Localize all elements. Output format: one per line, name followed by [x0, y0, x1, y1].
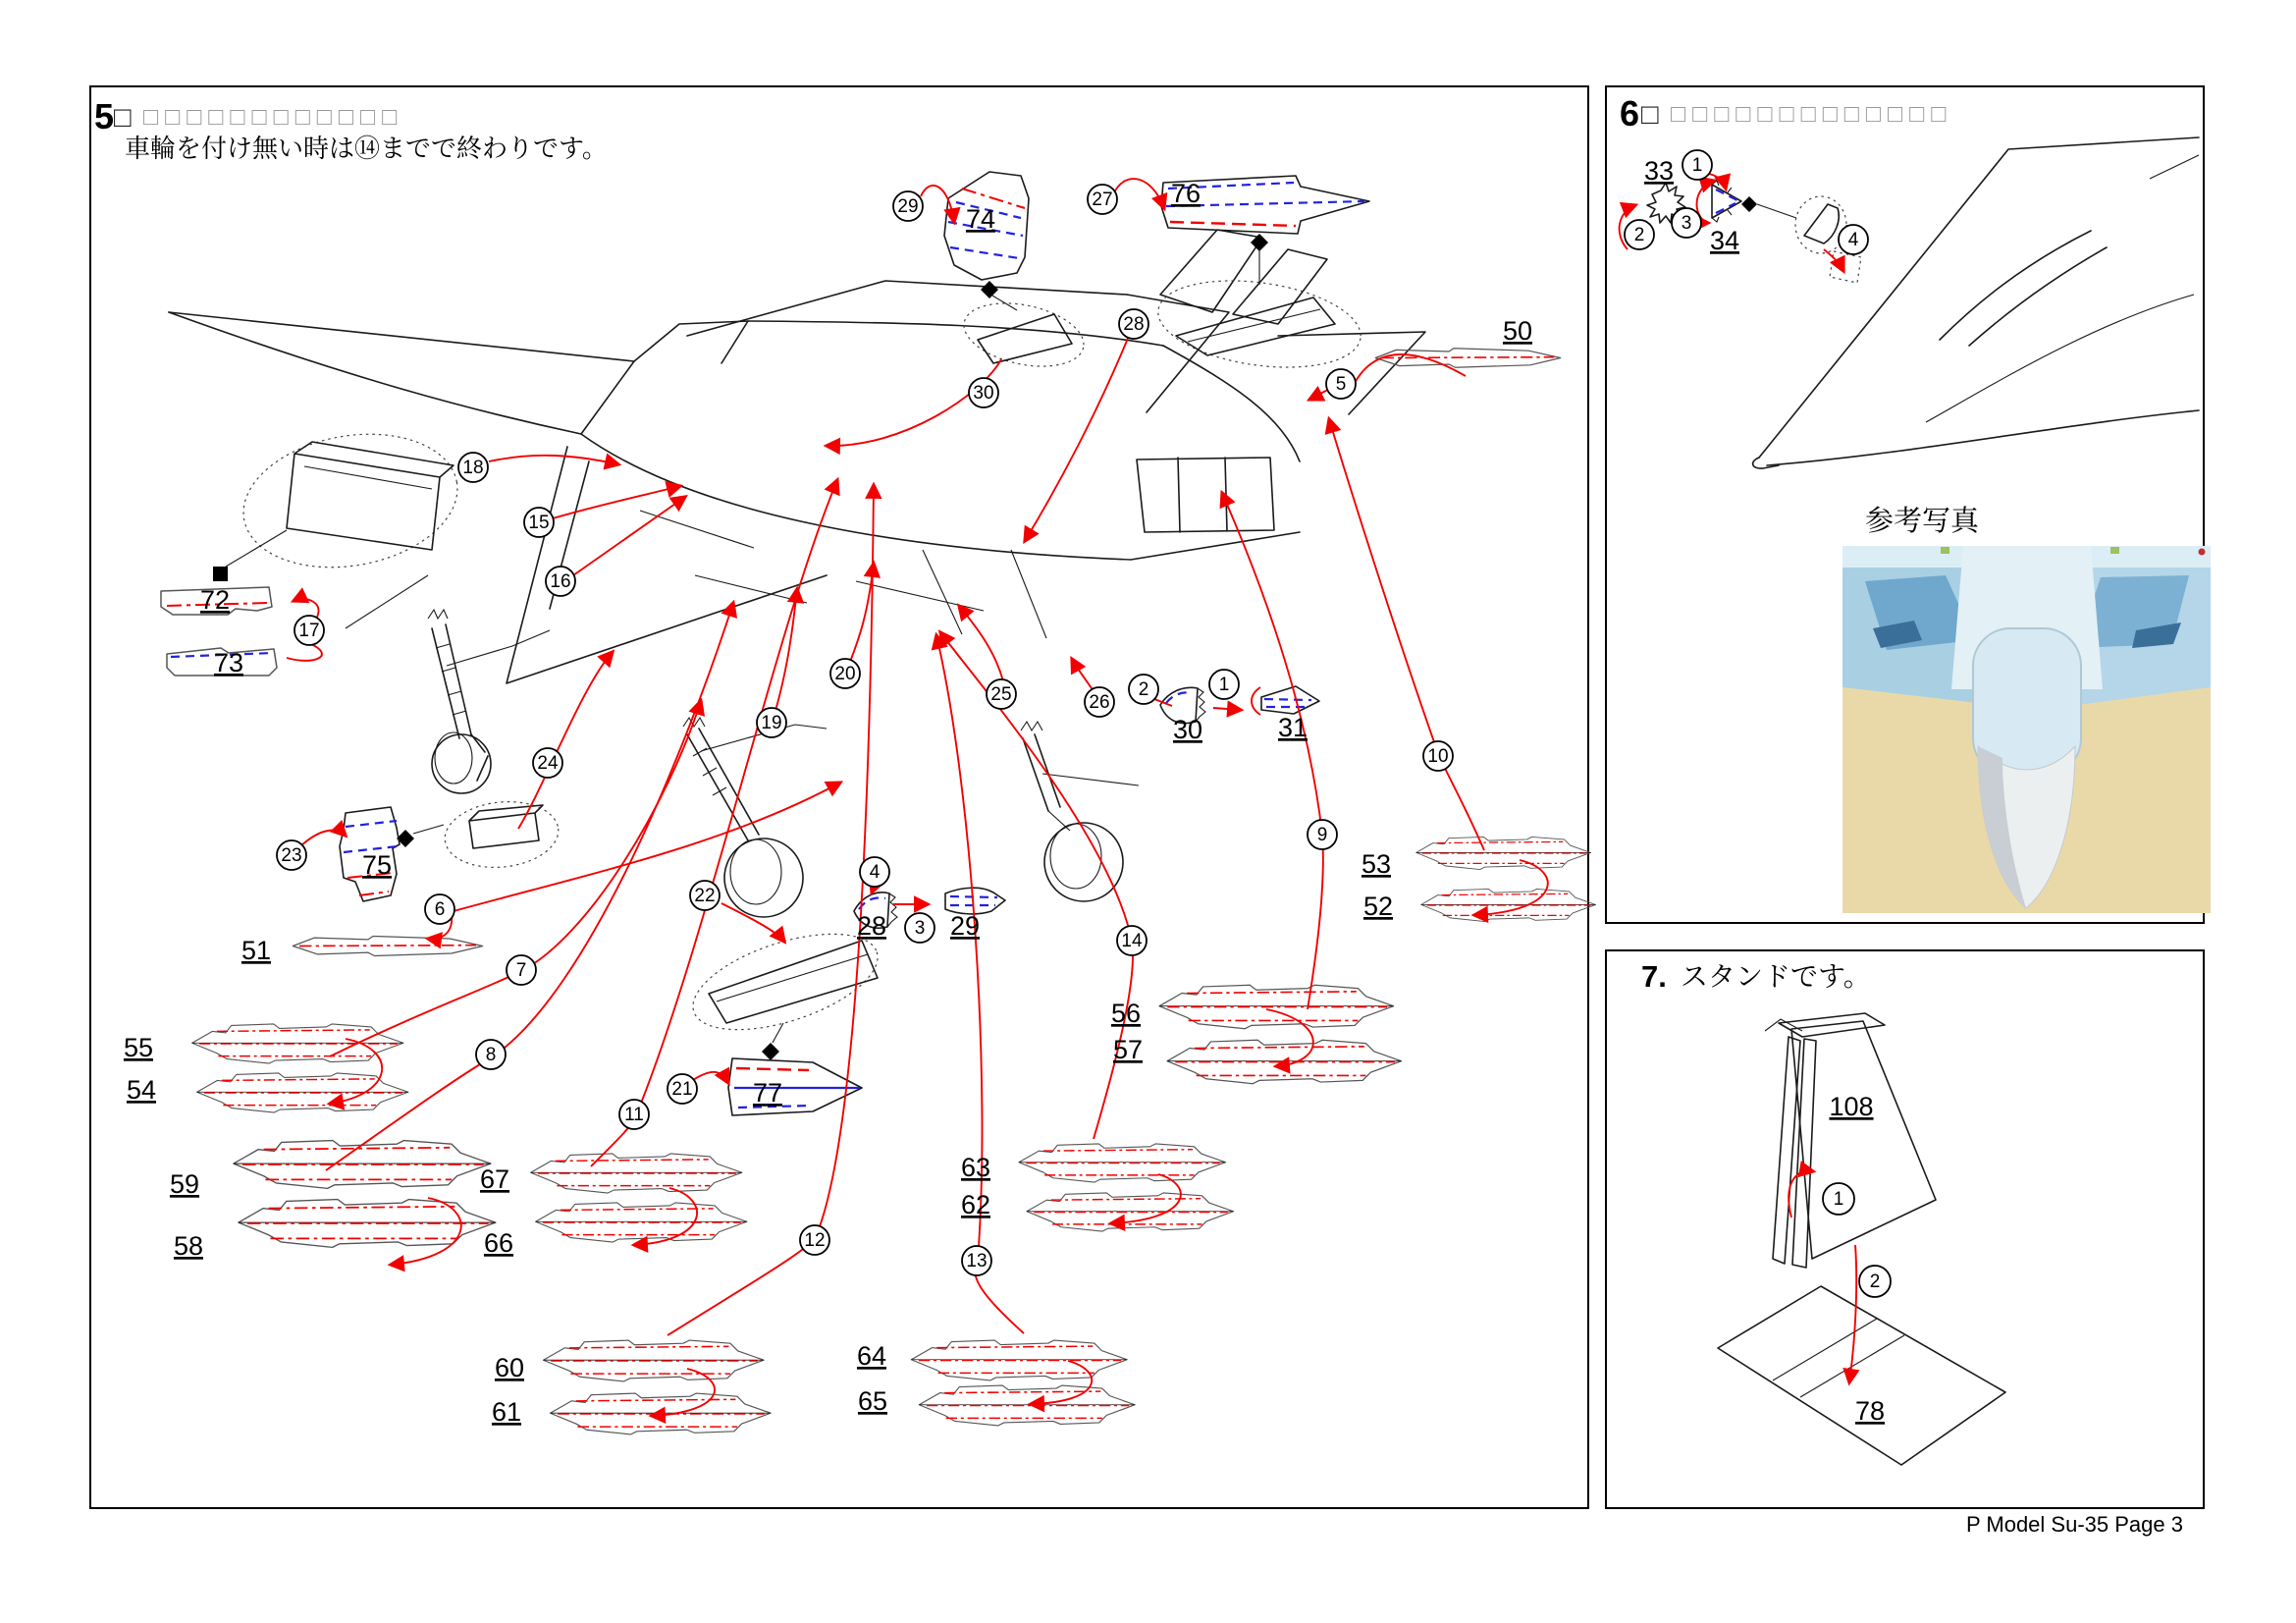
svg-text:23: 23 [281, 845, 302, 866]
part-62 [1027, 1193, 1233, 1231]
part-label-55: 55 [123, 1033, 154, 1062]
part-55 [192, 1024, 403, 1063]
svg-text:2: 2 [1633, 225, 1645, 245]
nose-landing-gear [428, 610, 550, 793]
part-label-62: 62 [960, 1190, 991, 1219]
svg-text:7: 7 [515, 960, 527, 981]
reference-photo [1842, 546, 2211, 913]
part-52 [1421, 889, 1596, 921]
part-label-75: 75 [361, 850, 393, 880]
callout-22 [690, 881, 720, 910]
callout-14 [1117, 926, 1147, 955]
square-connector-72 [213, 567, 228, 581]
part-60 [544, 1340, 765, 1381]
step5-missing-glyph-box: □ [114, 102, 132, 134]
step5-callouts [277, 185, 1453, 1275]
callout-s6-3 [1672, 208, 1701, 238]
callout-10 [1423, 741, 1453, 771]
part-61 [551, 1393, 772, 1434]
callout-12 [800, 1225, 829, 1255]
step5-note: 車輪を付け無い時は⑭までで終わりです。 [125, 134, 608, 163]
diamond-connector-77 [762, 1043, 779, 1060]
svg-text:30: 30 [973, 383, 994, 404]
step6-number: 6 [1620, 93, 1640, 134]
svg-text:2: 2 [1869, 1271, 1881, 1292]
callout-2 [1129, 675, 1158, 704]
step6-fuselage-wireframe [1753, 137, 2199, 468]
part-label-34: 34 [1709, 226, 1740, 255]
callout-s6-1 [1682, 150, 1712, 180]
stand-base-part-78 [1718, 1286, 2005, 1465]
step7-number: 7. [1641, 959, 1667, 994]
part-51 [293, 937, 482, 956]
callout-29 [893, 191, 923, 221]
step5-panel-border [90, 86, 1588, 1508]
svg-text:15: 15 [528, 513, 550, 533]
callout-8 [476, 1040, 506, 1069]
step7-panel [1606, 950, 2204, 1508]
step7-title: スタンドです。 [1681, 961, 1871, 992]
aircraft-underside-wireframe [169, 230, 1425, 683]
callout-7 [507, 955, 536, 985]
part-label-28: 28 [856, 911, 887, 941]
svg-text:13: 13 [966, 1251, 988, 1271]
callout-3 [905, 913, 934, 943]
part-label-58: 58 [173, 1231, 204, 1261]
part-64 [911, 1340, 1127, 1380]
diamond-connector-74 [981, 281, 998, 298]
part-label-60: 60 [494, 1353, 525, 1382]
step6-panel [1606, 86, 2211, 923]
part-label-54: 54 [126, 1075, 157, 1105]
callout-4 [860, 857, 889, 887]
svg-text:29: 29 [897, 196, 919, 217]
part-53 [1416, 837, 1591, 869]
part-58 [239, 1200, 496, 1248]
part-label-59: 59 [169, 1169, 200, 1199]
svg-text:1: 1 [1218, 675, 1230, 695]
intake-detail-ellipse [233, 418, 468, 583]
svg-text:11: 11 [624, 1105, 644, 1125]
nose-opening-part [1804, 204, 1839, 243]
part-label-78: 78 [1854, 1396, 1886, 1426]
callout-1 [1209, 670, 1239, 699]
svg-text:14: 14 [1121, 931, 1143, 951]
step7-panel-border [1606, 950, 2204, 1508]
part-label-73: 73 [213, 648, 244, 677]
page-footer: P Model Su-35 Page 3 [1966, 1512, 2183, 1537]
callout-25 [987, 679, 1016, 709]
part-label-50: 50 [1502, 316, 1533, 346]
svg-text:1: 1 [1691, 155, 1703, 176]
part-label-74: 74 [965, 204, 996, 234]
svg-text:9: 9 [1316, 825, 1328, 845]
svg-text:1: 1 [1833, 1189, 1844, 1210]
svg-text:4: 4 [869, 862, 881, 883]
callout-5 [1326, 369, 1356, 399]
part-67 [531, 1154, 742, 1193]
svg-text:27: 27 [1092, 189, 1113, 210]
part-label-67: 67 [479, 1164, 510, 1194]
part-label-77: 77 [752, 1078, 783, 1108]
svg-text:21: 21 [671, 1079, 693, 1100]
part-label-66: 66 [483, 1228, 514, 1258]
svg-text:22: 22 [694, 886, 716, 906]
part-label-53: 53 [1361, 849, 1392, 879]
diamond-connector-34 [1741, 196, 1757, 212]
right-main-landing-gear [1021, 722, 1139, 901]
part-label-51: 51 [240, 936, 272, 965]
part-31 [1252, 686, 1319, 715]
part-57 [1167, 1040, 1402, 1083]
part-34 [1697, 181, 1741, 224]
part-59 [234, 1141, 491, 1189]
part-77 [728, 1058, 862, 1115]
canard-detail-ellipse [958, 294, 1090, 376]
callout-26 [1085, 687, 1114, 717]
part-label-72: 72 [199, 585, 231, 615]
stabilizer-detail-ellipse [1152, 269, 1366, 379]
part-label-65: 65 [857, 1386, 888, 1416]
callout-15 [524, 508, 554, 537]
step5-title-tofu-row: □□□□□□□□□□□□ [143, 103, 404, 131]
svg-text:24: 24 [537, 753, 559, 774]
part-66 [536, 1203, 747, 1242]
callout-s7-1 [1823, 1183, 1854, 1215]
part-label-31: 31 [1277, 713, 1308, 742]
callout-s7-2 [1859, 1266, 1891, 1297]
svg-text:2: 2 [1138, 679, 1149, 700]
part-label-30: 30 [1172, 715, 1203, 744]
callout-11 [619, 1100, 649, 1129]
step6-title-tofu-row: □□□□□□□□□□□□□ [1671, 100, 1953, 128]
part-label-29: 29 [949, 911, 981, 941]
callout-20 [830, 659, 860, 688]
callout-23 [277, 840, 306, 870]
part-54 [197, 1073, 408, 1112]
svg-text:28: 28 [1123, 314, 1145, 335]
glue-connectors [213, 234, 1268, 1060]
stand-fin-part-108 [1765, 1013, 1936, 1268]
callout-27 [1088, 185, 1117, 214]
photo-caption: 参考写真 [1865, 506, 1980, 537]
callout-18 [458, 453, 488, 482]
step5-number: 5 [94, 96, 115, 136]
part-50 [1375, 349, 1561, 368]
callout-19 [757, 708, 786, 737]
callout-21 [667, 1074, 697, 1104]
callout-6 [425, 894, 454, 924]
part-label-52: 52 [1362, 892, 1394, 921]
svg-text:8: 8 [485, 1045, 497, 1065]
part-29 [945, 888, 1005, 914]
svg-text:6: 6 [434, 899, 446, 920]
part-label-108: 108 [1829, 1092, 1874, 1121]
step6-connectors [1741, 196, 1846, 253]
svg-text:10: 10 [1427, 746, 1449, 767]
svg-text:5: 5 [1335, 374, 1347, 395]
part-label-33: 33 [1643, 156, 1675, 186]
callout-24 [533, 748, 562, 778]
svg-text:3: 3 [914, 918, 926, 939]
callout-s6-2 [1625, 220, 1654, 249]
callout-s6-4 [1839, 225, 1868, 254]
callout-30 [969, 378, 998, 407]
part-label-64: 64 [856, 1341, 887, 1371]
part-label-76: 76 [1170, 179, 1201, 208]
svg-text:4: 4 [1847, 230, 1859, 250]
svg-text:20: 20 [834, 664, 856, 684]
step5-panel [90, 86, 1595, 1508]
part-label-61: 61 [491, 1397, 522, 1427]
svg-text:12: 12 [804, 1230, 826, 1251]
svg-text:3: 3 [1681, 213, 1692, 234]
callout-16 [546, 567, 575, 596]
svg-text:19: 19 [761, 713, 782, 733]
seat-detail-ellipse [442, 796, 561, 873]
step6-missing-glyph-box: □ [1641, 99, 1659, 131]
svg-text:26: 26 [1089, 692, 1110, 713]
svg-text:16: 16 [550, 571, 571, 592]
callout-9 [1308, 820, 1337, 849]
part-63 [1019, 1144, 1225, 1182]
part-56 [1159, 985, 1394, 1028]
svg-text:18: 18 [462, 458, 484, 478]
callout-13 [962, 1246, 991, 1275]
part-label-57: 57 [1112, 1035, 1144, 1064]
part-label-56: 56 [1110, 999, 1142, 1028]
part-label-63: 63 [960, 1153, 991, 1182]
part-65 [919, 1385, 1135, 1426]
svg-text:25: 25 [990, 684, 1012, 705]
callout-28 [1119, 309, 1148, 339]
callout-17 [294, 616, 324, 645]
svg-text:17: 17 [298, 621, 320, 641]
